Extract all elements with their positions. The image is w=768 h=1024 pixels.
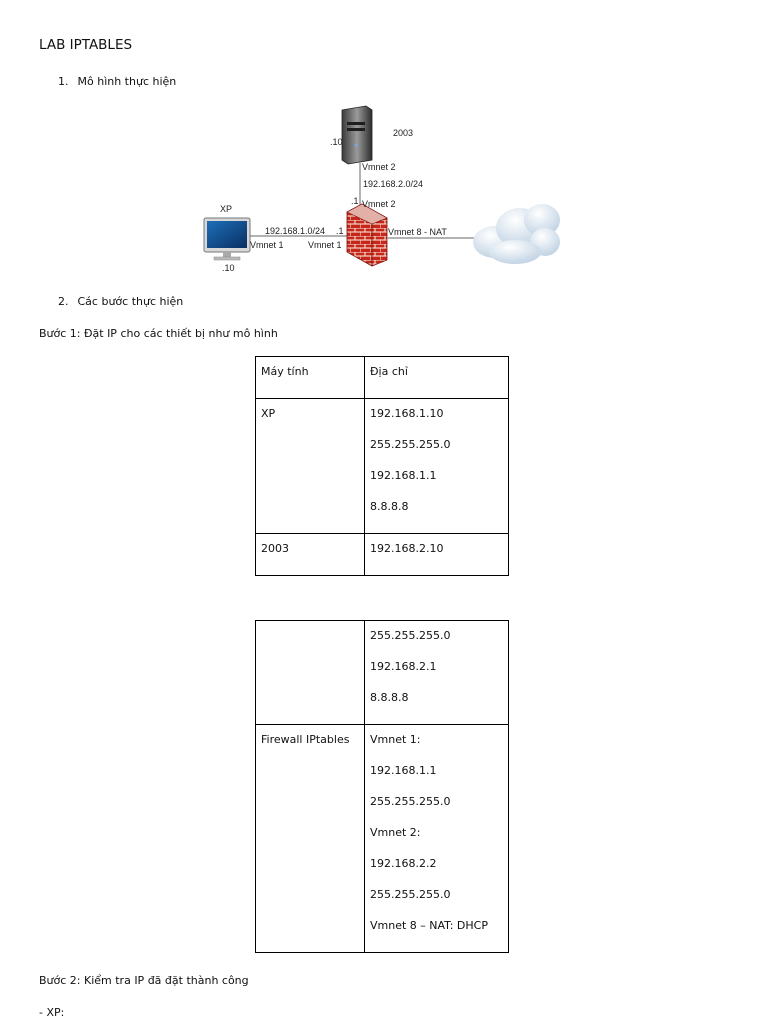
firewall-top-ip-label: .1 (351, 196, 359, 206)
device-name-cell (256, 621, 365, 725)
device-name-cell: XP (256, 399, 365, 534)
address-cell: 192.168.2.10 (365, 534, 509, 576)
xp-subheading: - XP: (39, 1006, 65, 1019)
header-computer: Máy tính (256, 357, 365, 399)
section-text: Các bước thực hiện (77, 295, 184, 308)
server-subnet-label: 192.168.2.0/24 (363, 179, 424, 189)
table-header-row (256, 357, 509, 399)
internet-cloud-icon (473, 204, 560, 264)
server-vmnet-label: Vmnet 2 (362, 162, 396, 172)
server-name-label: 2003 (393, 128, 414, 138)
address-cell: Vmnet 1: 192.168.1.1 255.255.255.0 Vmnet 2: 192.168.2.2 255.255.255.0 Vmnet 8 – NAT: DHCP (365, 725, 509, 953)
xp-vmnet-label: Vmnet 1 (250, 240, 284, 250)
firewall-top-vmnet-label: Vmnet 2 (362, 199, 396, 209)
table-row (256, 534, 509, 576)
device-name-cell: 2003 (256, 534, 365, 576)
ip-table-part1 (255, 356, 509, 576)
section-heading-model (58, 75, 176, 88)
section-number: 2. (58, 295, 69, 308)
left-subnet-label: 192.168.1.0/24 (265, 226, 326, 236)
computer-icon (204, 218, 250, 260)
address-cell: 255.255.255.0 192.168.2.1 8.8.8.8 (365, 621, 509, 725)
xp-ip-label: .10 (222, 263, 235, 273)
network-diagram (190, 100, 570, 280)
section-number: 1. (58, 75, 69, 88)
server-ip-label: .10 (330, 137, 343, 147)
xp-name-label: XP (220, 204, 233, 214)
table-row (256, 621, 509, 725)
address-cell: 192.168.1.10 255.255.255.0 192.168.1.1 8.8.8.8 (365, 399, 509, 534)
nat-label: Vmnet 8 - NAT (388, 227, 447, 237)
server-icon (342, 106, 372, 164)
section-text: Mô hình thực hiện (77, 75, 177, 88)
network-diagram-graphic (190, 100, 570, 280)
ip-table-part2 (255, 620, 509, 953)
table-row (256, 725, 509, 953)
firewall-icon (347, 204, 387, 266)
step2-text: Bước 2: Kiểm tra IP đã đặt thành công (39, 974, 249, 987)
firewall-left-ip-label: .1 (336, 226, 344, 236)
section-heading-steps (58, 295, 183, 308)
table-row (256, 399, 509, 534)
firewall-left-vmnet-label: Vmnet 1 (308, 240, 342, 250)
device-name-cell: Firewall IPtables (256, 725, 365, 953)
header-address: Địa chỉ (365, 357, 509, 399)
step1-text: Bước 1: Đặt IP cho các thiết bị như mô hình (39, 327, 278, 340)
document-title: LAB IPTABLES (39, 37, 133, 53)
